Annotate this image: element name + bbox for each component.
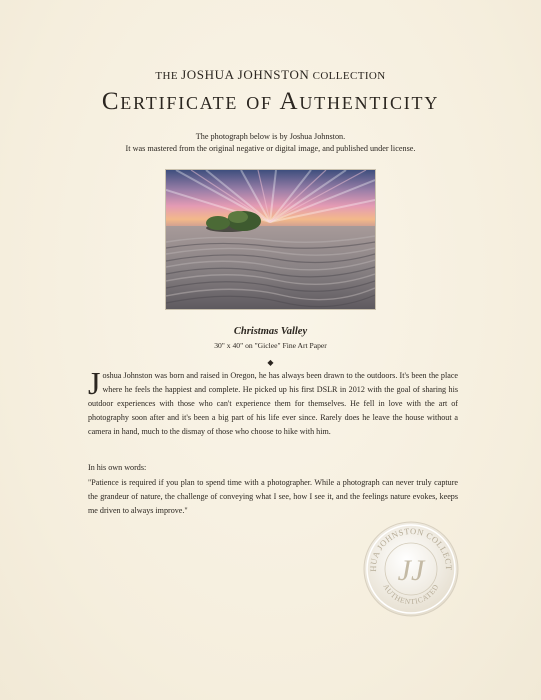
collection-heading (0, 67, 541, 83)
seal-bottom-text: AUTHENTICATED (381, 582, 441, 607)
intro-text (0, 131, 541, 154)
quote-label: In his own words: (88, 463, 147, 472)
seal-top-text: HUA JOHNSTON COLLECT (367, 525, 455, 572)
intro-line-2: It was mastered from the original negative or digital image, and published under license. (125, 143, 416, 153)
collection-prefix: THE (155, 70, 178, 82)
quote-text: "Patience is required if you plan to spend time with a photographer. While a photograph can never truly capture the grandeur of nature, the challenge of conveying what I see, how I see it, and the feelings nature evokes, keeps me driven to always improve." (88, 478, 458, 515)
intro-line-1: The photograph below is by Joshua Johnston. (195, 132, 346, 141)
photograph (165, 169, 376, 310)
bio-text: oshua Johnston was born and raised in Oregon, he has always been drawn to the outdoors. It's been the place where he feels the happiest and complete. He picked up his first DSLR in 2012 with the goal of sharing his outdoor experiences with those who can't experience them for themselves. He fell in love with the art of photography soon after and it's been a big part of his life ever since. Rarely does he leave the house without a camera in hand, much to the dismay of those who choose to hike with him. (88, 371, 458, 436)
photograph-image (166, 170, 375, 309)
diamond-divider-icon: ◆ (267, 358, 274, 367)
certificate-title: Certificate of Authenticity (101, 88, 440, 115)
authenticated-seal-icon (362, 520, 460, 618)
collection-suffix: COLLECTION (312, 70, 386, 82)
photo-title: Christmas Valley (233, 326, 308, 337)
bio-paragraph (88, 365, 458, 439)
photo-size: 30" x 40" on "Giclee" Fine Art Paper (214, 341, 327, 350)
collection-name: JOSHUA JOHNSTON (181, 67, 310, 82)
bio-dropcap: J (88, 365, 101, 401)
seal-monogram: JJ (397, 554, 425, 587)
seal-emblem (362, 520, 460, 618)
